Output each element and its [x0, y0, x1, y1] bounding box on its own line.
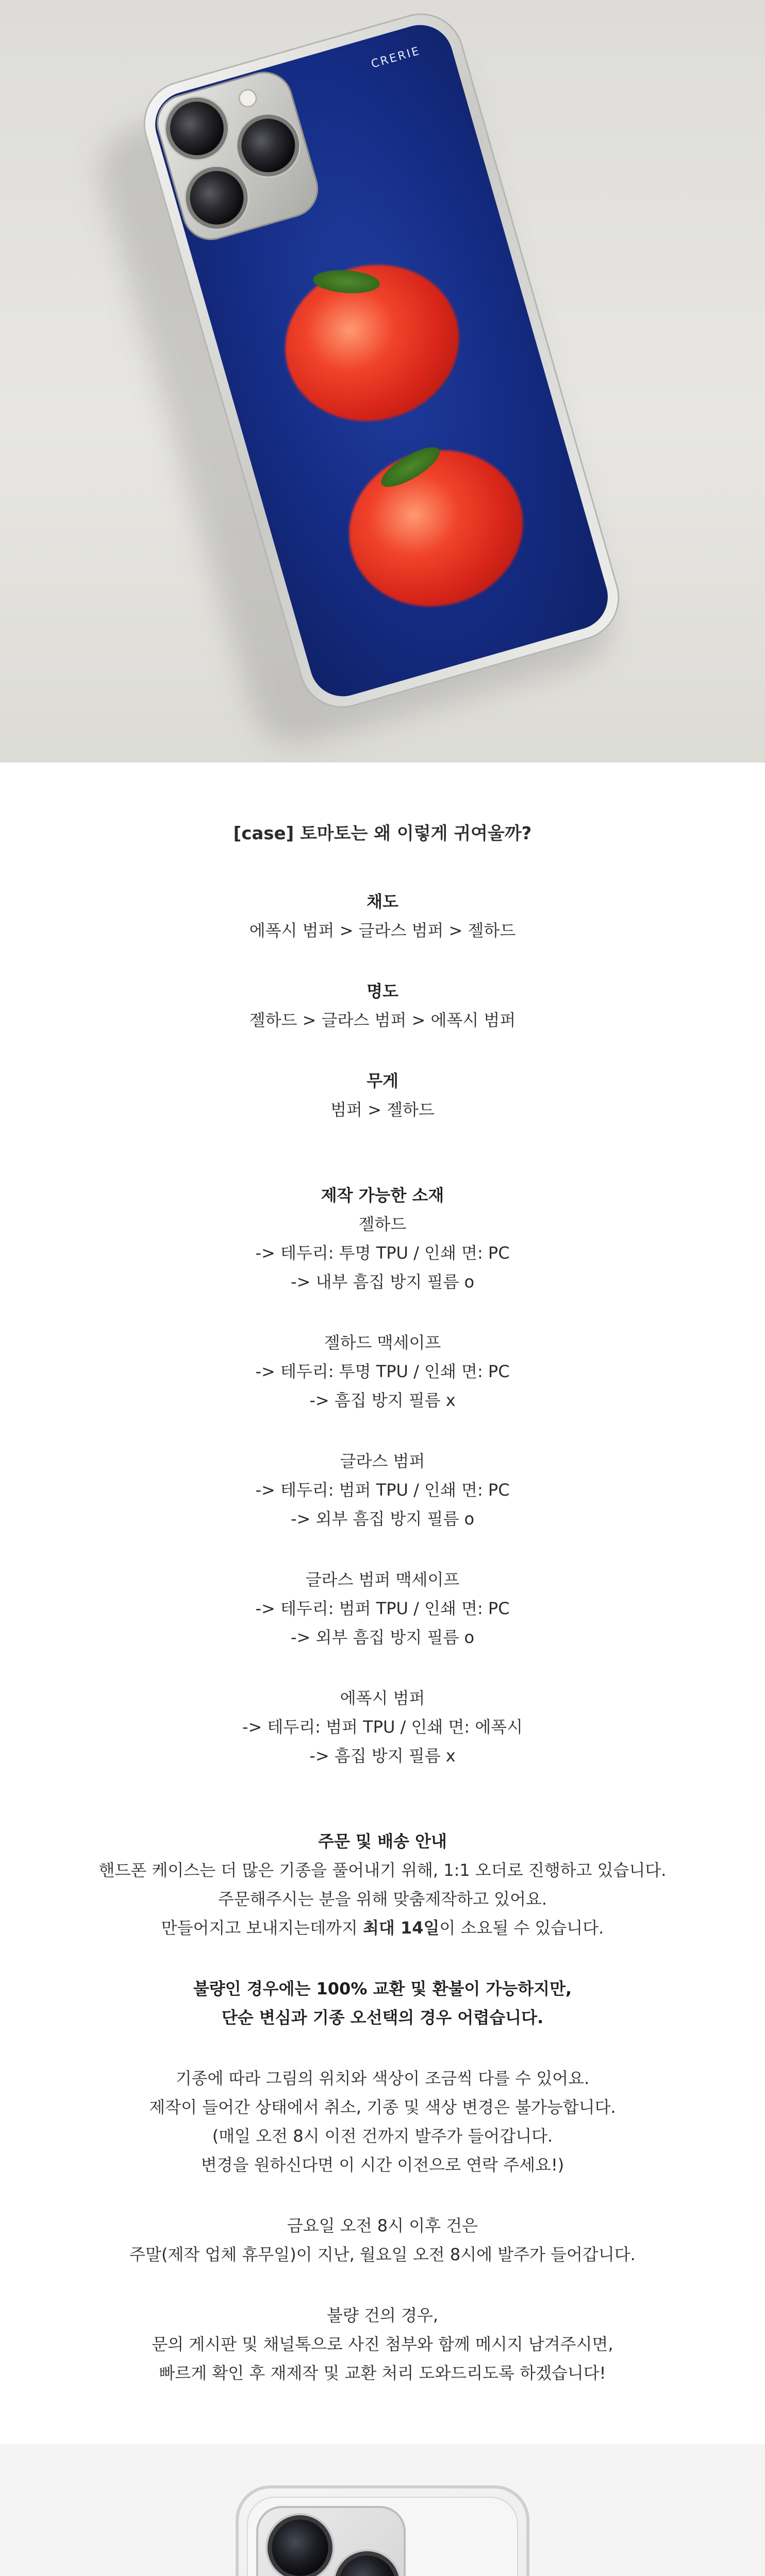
case-body: [236, 2485, 529, 2576]
order-text-part: 이 소요될 수 있습니다.: [439, 1918, 604, 1938]
product-description: [0, 762, 765, 2444]
case-type-gallery: [0, 2444, 765, 2576]
material-detail: -> 외부 흠집 방지 필름 o: [290, 1509, 475, 1529]
product-epoxy-bumper-silver: [236, 2485, 529, 2576]
spec-value-brightness: 젤하드 > 글라스 범퍼 > 에폭시 범퍼: [249, 1010, 516, 1030]
order-text: 금요일 오전 8시 이후 건은: [287, 2216, 478, 2235]
material-name: 글라스 범퍼: [340, 1451, 425, 1471]
camera-lens-icon: [339, 2555, 395, 2576]
order-text: 제작이 들어간 상태에서 취소, 기종 및 색상 변경은 불가능합니다.: [149, 2097, 616, 2117]
order-text: 핸드폰 케이스는 더 많은 기종을 풀어내기 위해, 1:1 오더로 진행하고 있습니다.: [98, 1860, 667, 1880]
camera-lens-icon: [272, 2519, 328, 2576]
order-text: 불량 건의 경우,: [327, 2306, 438, 2325]
material-detail: -> 테두리: 범퍼 TPU / 인쇄 면: PC: [255, 1480, 510, 1500]
order-heading: 주문 및 배송 안내: [318, 1832, 447, 1851]
order-text: 변경을 원하신다면 이 시간 이전으로 연락 주세요!): [201, 2155, 564, 2175]
material-detail: -> 흠집 방지 필름 x: [309, 1391, 456, 1410]
material-name: 에폭시 범퍼: [340, 1688, 425, 1708]
spec-value-weight: 범퍼 > 젤하드: [330, 1100, 435, 1120]
refund-notice: 단순 변심과 기종 오선택의 경우 어렵습니다.: [221, 2008, 544, 2027]
material-detail: -> 테두리: 범퍼 TPU / 인쇄 면: 에폭시: [242, 1717, 523, 1737]
refund-notice: 불량인 경우에는 100% 교환 및 환불이 가능하지만,: [193, 1979, 572, 1998]
material-name: 젤하드: [358, 1214, 407, 1234]
tomato-illustration-top: [267, 245, 478, 442]
brand-logo: CRERIE: [370, 44, 422, 71]
order-text: 주말(제작 업체 휴무일)이 지난, 월요일 오전 8시에 발주가 들어갑니다.: [129, 2245, 636, 2264]
material-detail: -> 테두리: 투명 TPU / 인쇄 면: PC: [255, 1243, 510, 1263]
material-name: 글라스 범퍼 맥세이프: [305, 1570, 460, 1589]
spec-heading-weight: 무게: [367, 1071, 398, 1091]
camera-cutout: [256, 2506, 406, 2576]
camera-lens-icon: [235, 112, 302, 179]
camera-lens-icon: [164, 95, 230, 162]
delivery-days-highlight: 최대 14일: [362, 1918, 440, 1938]
order-text: [0, 1913, 765, 1942]
order-text: 문의 게시판 및 채널톡으로 사진 첨부와 함께 메시지 남겨주시면,: [152, 2334, 613, 2354]
material-name: 젤하드 맥세이프: [324, 1333, 441, 1352]
page-title: [case] 토마토는 왜 이렇게 귀여울까?: [233, 823, 532, 844]
order-text: 빠르게 확인 후 재제작 및 교환 처리 도와드리도록 하겠습니다!: [159, 2363, 606, 2383]
hero-image: [0, 0, 765, 762]
order-text: 주문해주시는 분을 위해 맞춤제작하고 있어요.: [218, 1889, 547, 1909]
material-detail: -> 내부 흠집 방지 필름 o: [290, 1272, 475, 1292]
order-text: (매일 오전 8시 이전 건까지 발주가 들어갑니다.: [212, 2126, 553, 2146]
spec-heading-saturation: 채도: [367, 892, 398, 911]
material-detail: -> 흠집 방지 필름 x: [309, 1746, 456, 1766]
material-detail: -> 테두리: 투명 TPU / 인쇄 면: PC: [255, 1362, 510, 1381]
flash-icon: [238, 89, 257, 108]
materials-heading: 제작 가능한 소재: [321, 1185, 444, 1205]
camera-lens-icon: [184, 165, 250, 231]
material-detail: -> 외부 흠집 방지 필름 o: [290, 1628, 475, 1647]
order-text-part: 만들어지고 보내지는데까지: [161, 1918, 363, 1938]
material-detail: -> 테두리: 범퍼 TPU / 인쇄 면: PC: [255, 1599, 510, 1618]
spec-heading-brightness: 명도: [367, 981, 398, 1001]
spec-value-saturation: 에폭시 범퍼 > 글라스 범퍼 > 젤하드: [249, 921, 516, 940]
order-text: 기종에 따라 그림의 위치와 색상이 조금씩 다를 수 있어요.: [175, 2069, 590, 2088]
